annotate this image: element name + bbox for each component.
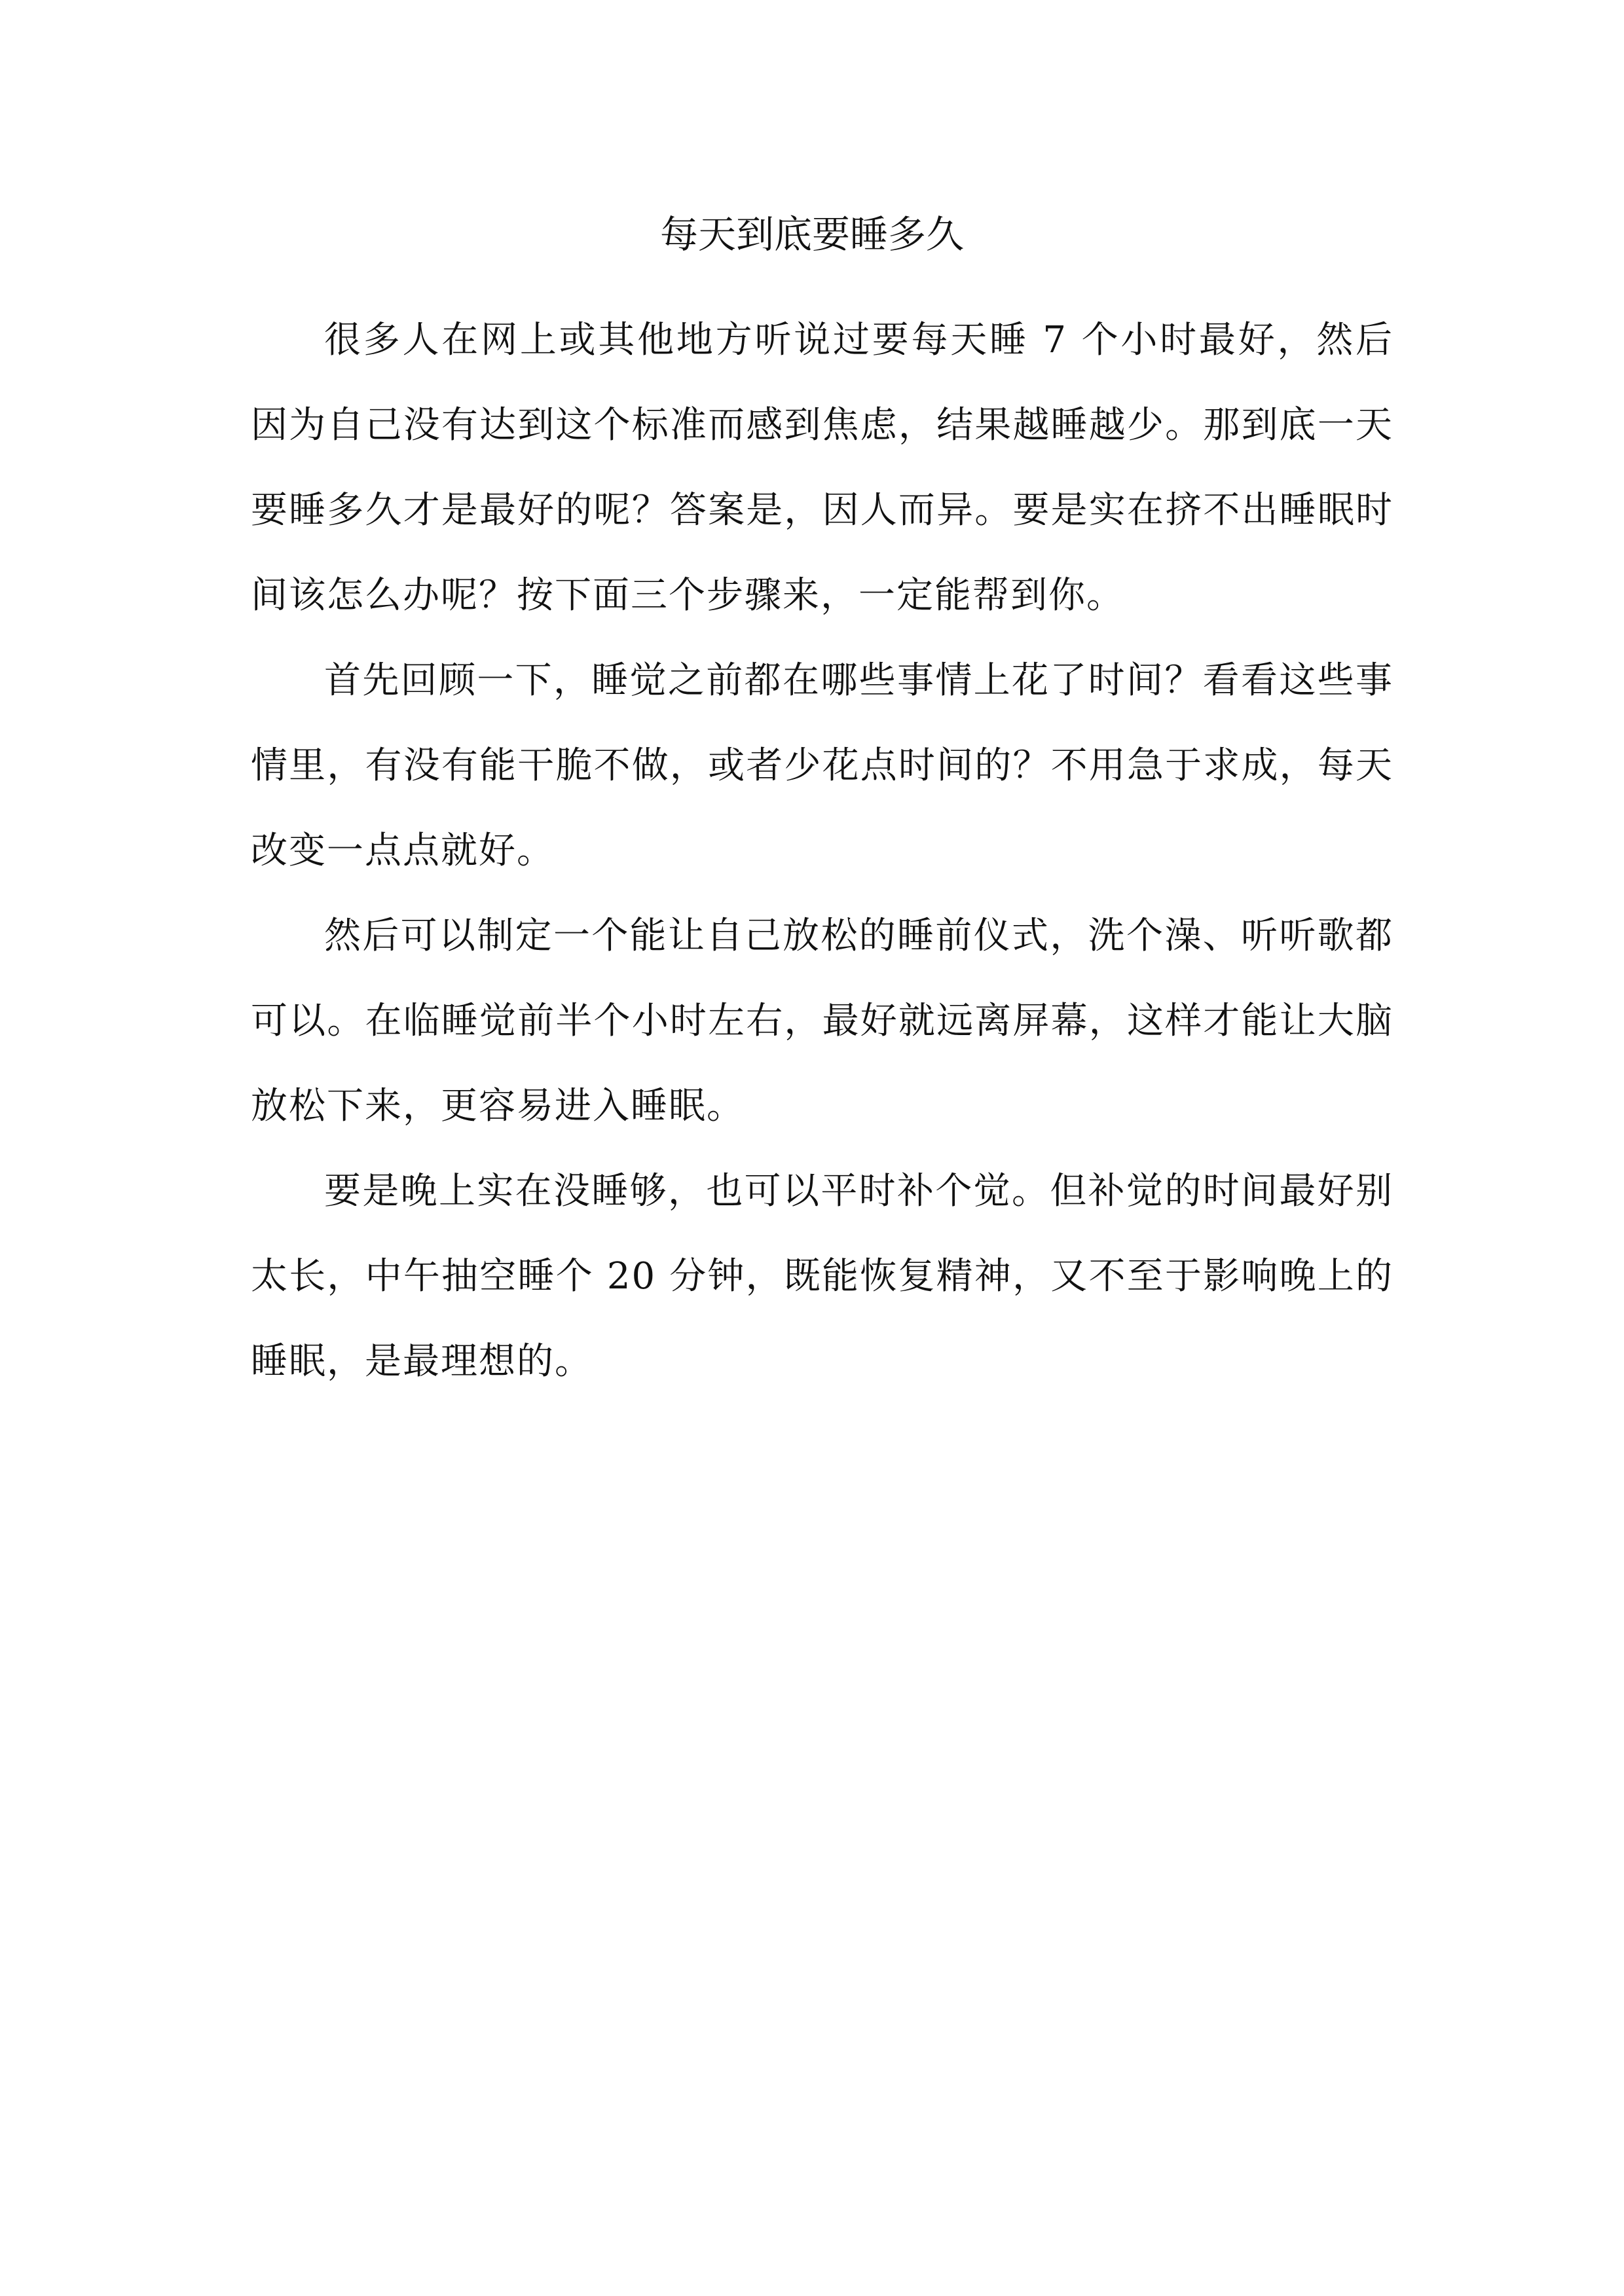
paragraph-2: 首先回顾一下，睡觉之前都在哪些事情上花了时间？看看这些事情里，有没有能干脆不做，或者少花点时间的？不用急于求成，每天改变一点点就好。 — [251, 659, 1393, 872]
document-title: 每天到底要睡多久 — [659, 212, 964, 257]
paragraph-1: 很多人在网上或其他地方听说过要每天睡 7 个小时最好，然后因为自己没有达到这个标准而感到焦虑，结果越睡越少。那到底一天要睡多久才是最好的呢？答案是，因人而异。要是实在挤不出睡眠时间该怎么办呢？按下面三个步骤来，一定能帮到你。 — [251, 319, 1393, 617]
paragraph-4: 要是晚上实在没睡够，也可以平时补个觉。但补觉的时间最好别太长，中午抽空睡个 20 分钟，既能恢复精神，又不至于影响晚上的睡眠，是最理想的。 — [251, 1170, 1393, 1383]
paragraph-3: 然后可以制定一个能让自己放松的睡前仪式，洗个澡、听听歌都可以。在临睡觉前半个小时左右，最好就远离屏幕，这样才能让大脑放松下来，更容易进入睡眠。 — [251, 915, 1393, 1127]
document-body — [251, 298, 1393, 1404]
